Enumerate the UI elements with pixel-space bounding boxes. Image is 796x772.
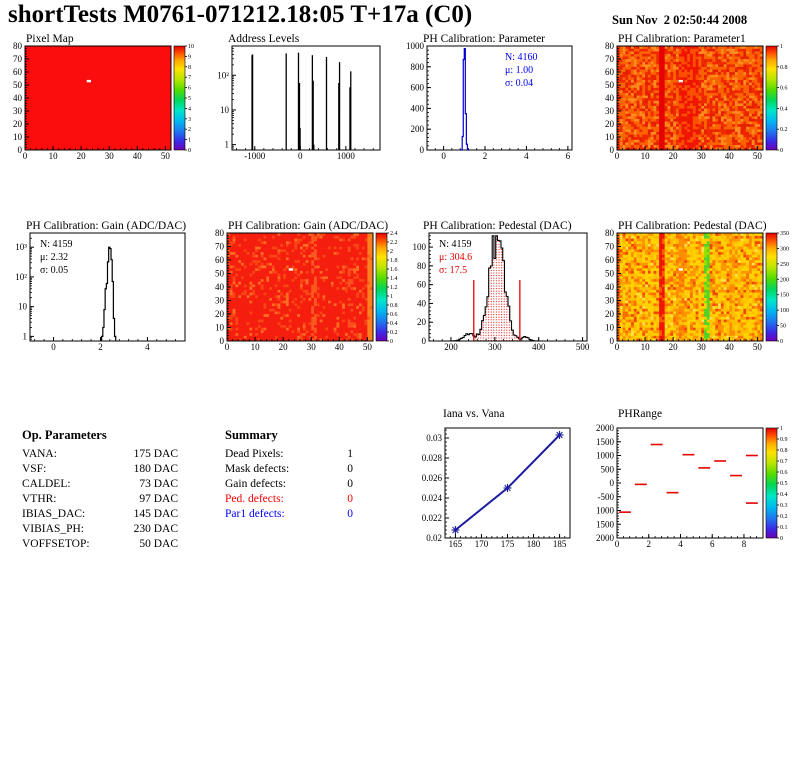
op-parameters-title: Op. Parameters xyxy=(22,428,107,442)
svg-text:50: 50 xyxy=(362,342,372,352)
pixel-map-plot xyxy=(10,33,206,205)
panel-ph-parameter1 xyxy=(602,33,796,205)
svg-text:2: 2 xyxy=(390,249,393,255)
op-param-row-caldel: CALDEL: 73 DAC xyxy=(22,478,178,490)
chart-title-ph-parameter: PH Calibration: Parameter xyxy=(423,33,545,45)
svg-text:0: 0 xyxy=(609,145,614,155)
phrange-plot xyxy=(596,408,796,580)
svg-text:-1000: -1000 xyxy=(244,151,266,161)
svg-text:20: 20 xyxy=(215,309,224,319)
svg-text:40: 40 xyxy=(215,282,224,292)
svg-text:10³: 10³ xyxy=(15,242,27,253)
svg-text:0.6: 0.6 xyxy=(780,85,788,92)
stat-entries: N: 4159 xyxy=(439,239,472,250)
chart-title-gain-map: PH Calibration: Gain (ADC/DAC) xyxy=(228,220,389,232)
summary-block xyxy=(225,428,353,522)
svg-text:7: 7 xyxy=(188,75,191,82)
svg-text:10: 10 xyxy=(640,151,650,161)
svg-text:6: 6 xyxy=(188,85,191,92)
op-param-row-vthr: VTHR: 97 DAC xyxy=(22,493,178,505)
panel-pedestal-hist xyxy=(407,220,603,392)
svg-text:0.4: 0.4 xyxy=(390,321,398,327)
svg-text:10: 10 xyxy=(48,151,58,161)
svg-text:0.6: 0.6 xyxy=(390,312,398,318)
page-title: shortTests M0761-071212.18:05 T+17a (C0) xyxy=(8,1,473,28)
svg-text:3: 3 xyxy=(188,116,191,123)
op-param-row-vibias-ph: VIBIAS_PH: 230 DAC xyxy=(22,523,178,535)
op-param-row-vsf: VSF: 180 DAC xyxy=(22,463,178,475)
address-levels-plot xyxy=(212,33,408,205)
chart-title-pedestal-hist: PH Calibration: Pedestal (DAC) xyxy=(423,220,572,232)
chart-title-address-levels: Address Levels xyxy=(228,33,300,45)
svg-text:2: 2 xyxy=(482,151,488,161)
svg-text:40: 40 xyxy=(605,93,614,103)
op-parameters-block xyxy=(22,428,178,552)
svg-text:200: 200 xyxy=(410,124,424,135)
svg-text:8: 8 xyxy=(188,64,191,71)
chart-title-pedestal-map: PH Calibration: Pedestal (DAC) xyxy=(618,220,767,232)
svg-text:30: 30 xyxy=(696,151,706,161)
pedestal-histogram-plot xyxy=(407,220,603,392)
svg-text:60: 60 xyxy=(13,67,22,77)
svg-text:6: 6 xyxy=(565,151,571,161)
svg-text:50: 50 xyxy=(605,80,614,90)
svg-text:50: 50 xyxy=(752,151,762,161)
svg-text:20: 20 xyxy=(13,119,22,129)
stat-mean: μ: 2.32 xyxy=(40,252,69,263)
svg-text:0: 0 xyxy=(298,151,303,161)
svg-text:10: 10 xyxy=(605,132,614,142)
svg-text:0: 0 xyxy=(614,151,620,161)
stat-mean: μ: 304.6 xyxy=(439,252,473,263)
summary-row-ped-defects: Ped. defects: 0 xyxy=(225,493,353,505)
svg-text:2: 2 xyxy=(188,127,191,134)
svg-text:40: 40 xyxy=(417,298,426,309)
svg-text:1.6: 1.6 xyxy=(390,267,398,273)
svg-text:50: 50 xyxy=(160,151,170,161)
svg-text:20: 20 xyxy=(278,342,288,352)
svg-text:80: 80 xyxy=(13,41,22,51)
svg-text:4: 4 xyxy=(524,151,529,161)
svg-text:70: 70 xyxy=(215,241,224,252)
stats-box-gain xyxy=(40,238,73,277)
svg-text:30: 30 xyxy=(306,342,316,352)
svg-text:20: 20 xyxy=(76,151,86,161)
svg-text:400: 400 xyxy=(531,342,546,352)
svg-text:500: 500 xyxy=(575,342,590,352)
timestamp: Sun Nov 2 02:50:44 2008 xyxy=(612,13,748,27)
svg-text:1000: 1000 xyxy=(336,151,355,161)
svg-text:200: 200 xyxy=(444,342,458,352)
stats-box-pedestal xyxy=(439,238,472,277)
svg-text:0: 0 xyxy=(419,145,424,155)
chart-title-phrange: PHRange xyxy=(618,408,663,420)
ph-parameter1-map-plot xyxy=(602,33,796,205)
svg-text:80: 80 xyxy=(605,41,614,51)
svg-text:10: 10 xyxy=(250,342,260,352)
svg-text:40: 40 xyxy=(13,93,22,103)
svg-text:30: 30 xyxy=(215,295,224,306)
stat-entries: N: 4160 xyxy=(505,52,538,63)
op-param-row-ibias-dac: IBIAS_DAC: 145 DAC xyxy=(22,508,178,520)
svg-text:30: 30 xyxy=(605,106,614,116)
stat-entries: N: 4159 xyxy=(40,239,73,250)
svg-text:4: 4 xyxy=(145,342,150,352)
svg-text:60: 60 xyxy=(215,255,224,265)
svg-text:40: 40 xyxy=(334,342,344,352)
svg-text:1: 1 xyxy=(780,44,783,50)
panel-ph-parameter xyxy=(407,33,603,205)
stat-sigma: σ: 17.5 xyxy=(439,265,468,276)
summary-row-mask-defects: Mask defects: 0 xyxy=(225,463,353,475)
svg-text:80: 80 xyxy=(417,260,426,271)
svg-text:10: 10 xyxy=(220,104,229,115)
panel-phrange xyxy=(596,408,796,580)
svg-text:1.4: 1.4 xyxy=(390,276,398,282)
svg-text:0.8: 0.8 xyxy=(780,64,788,71)
chart-title-gain-hist: PH Calibration: Gain (ADC/DAC) xyxy=(26,220,187,232)
summary-row-gain-defects: Gain defects: 0 xyxy=(225,478,353,490)
svg-text:2.2: 2.2 xyxy=(390,240,398,246)
svg-text:30: 30 xyxy=(13,106,22,116)
svg-text:0.2: 0.2 xyxy=(390,330,398,336)
svg-text:1: 1 xyxy=(224,139,229,150)
svg-text:2.4: 2.4 xyxy=(390,231,398,237)
svg-text:1.8: 1.8 xyxy=(390,258,398,264)
svg-text:1: 1 xyxy=(188,137,191,144)
svg-text:10: 10 xyxy=(18,301,27,312)
svg-text:20: 20 xyxy=(605,119,614,129)
iana-vana-plot xyxy=(407,408,603,580)
svg-text:0: 0 xyxy=(390,339,393,345)
svg-text:600: 600 xyxy=(410,82,424,93)
svg-text:10: 10 xyxy=(215,322,224,333)
svg-text:0: 0 xyxy=(22,151,28,161)
svg-text:9: 9 xyxy=(188,54,191,61)
svg-text:1.2: 1.2 xyxy=(390,285,398,291)
svg-text:50: 50 xyxy=(13,80,22,90)
svg-text:0: 0 xyxy=(17,145,22,155)
svg-text:1000: 1000 xyxy=(406,41,424,51)
svg-text:0: 0 xyxy=(780,148,783,154)
panel-gain-hist xyxy=(10,220,206,392)
svg-text:10²: 10² xyxy=(15,271,27,282)
svg-text:30: 30 xyxy=(104,151,114,161)
stat-mean: μ: 1.00 xyxy=(505,65,534,76)
pedestal-map-plot xyxy=(602,220,796,392)
svg-text:4: 4 xyxy=(188,106,191,113)
svg-text:300: 300 xyxy=(488,342,502,352)
svg-text:0.2: 0.2 xyxy=(780,127,788,134)
stats-box-ph-parameter xyxy=(505,51,538,90)
svg-text:100: 100 xyxy=(412,242,426,253)
svg-text:40: 40 xyxy=(132,151,142,161)
svg-text:800: 800 xyxy=(410,61,424,72)
stat-sigma: σ: 0.05 xyxy=(40,265,69,276)
svg-text:80: 80 xyxy=(215,228,224,238)
svg-text:400: 400 xyxy=(410,103,424,114)
svg-text:70: 70 xyxy=(605,54,614,64)
op-param-row-vana: VANA: 175 DAC xyxy=(22,448,178,460)
svg-text:1: 1 xyxy=(22,331,27,342)
svg-text:70: 70 xyxy=(13,54,22,64)
svg-text:5: 5 xyxy=(188,96,191,102)
svg-text:0: 0 xyxy=(224,342,230,352)
svg-text:60: 60 xyxy=(417,279,426,290)
summary-row-par1-defects: Par1 defects: 0 xyxy=(225,508,353,520)
svg-text:40: 40 xyxy=(724,151,734,161)
chart-title-iana-vana: Iana vs. Vana xyxy=(443,408,505,420)
gain-map-plot xyxy=(212,220,408,392)
panel-gain-map xyxy=(212,220,408,392)
svg-text:60: 60 xyxy=(605,67,614,77)
chart-title-pixel-map: Pixel Map xyxy=(26,33,74,45)
op-param-row-voffsetop: VOFFSETOP: 50 DAC xyxy=(22,538,178,550)
stat-sigma: σ: 0.04 xyxy=(505,78,534,89)
svg-text:0.8: 0.8 xyxy=(390,303,398,309)
svg-text:0.4: 0.4 xyxy=(780,106,788,113)
svg-text:0: 0 xyxy=(188,148,191,154)
svg-text:10: 10 xyxy=(188,44,194,50)
svg-text:50: 50 xyxy=(215,268,224,279)
svg-text:20: 20 xyxy=(668,151,678,161)
summary-row-dead-pixels: Dead Pixels: 1 xyxy=(225,448,353,460)
panel-iana-vana xyxy=(407,408,603,580)
panel-pedestal-map xyxy=(602,220,796,392)
svg-text:10: 10 xyxy=(13,132,22,142)
chart-title-ph-parameter1: PH Calibration: Parameter1 xyxy=(618,33,746,45)
svg-text:0: 0 xyxy=(441,151,446,161)
svg-text:0: 0 xyxy=(219,336,224,346)
summary-title: Summary xyxy=(225,428,278,442)
panel-pixel-map xyxy=(10,33,206,205)
svg-text:10²: 10² xyxy=(217,70,229,81)
svg-text:0: 0 xyxy=(421,336,426,346)
svg-text:1: 1 xyxy=(390,294,393,300)
panel-address-levels xyxy=(212,33,408,205)
svg-text:20: 20 xyxy=(417,317,426,328)
svg-text:0: 0 xyxy=(51,342,56,352)
svg-text:2: 2 xyxy=(98,342,103,352)
